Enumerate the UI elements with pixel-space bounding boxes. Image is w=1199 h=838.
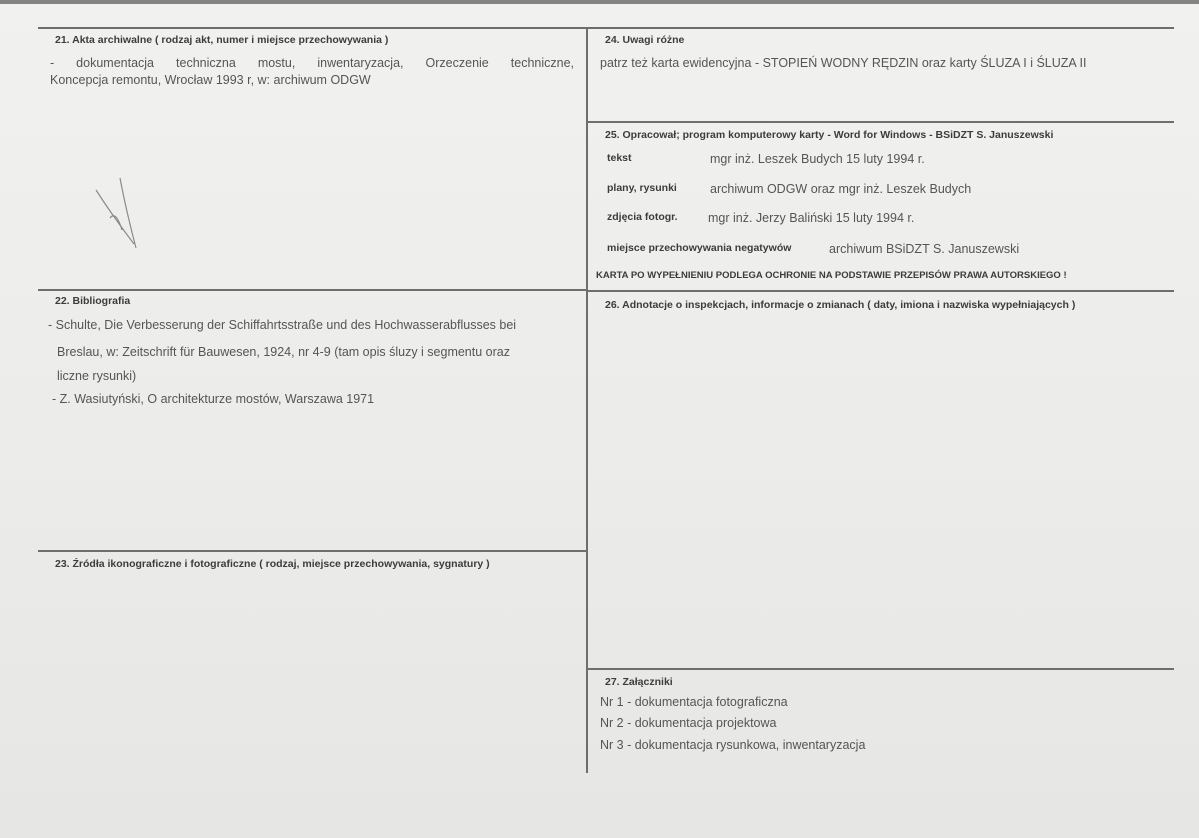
section-24-heading: 24. Uwagi różne bbox=[605, 34, 685, 46]
section-24-line-1: patrz też karta ewidencyjna - STOPIEŃ WODNY RĘDZIN oraz karty ŚLUZA I i ŚLUZA II bbox=[600, 56, 1087, 70]
attachment-item-2: Nr 2 - dokumentacja projektowa bbox=[600, 716, 777, 730]
rule-25-26 bbox=[588, 290, 1174, 292]
section-27-heading: 27. Załączniki bbox=[605, 676, 673, 688]
top-rule bbox=[38, 27, 1174, 29]
section-21-heading: 21. Akta archiwalne ( rodzaj akt, numer i miejsce przechowywania ) bbox=[55, 34, 389, 46]
page-top-edge bbox=[0, 0, 1199, 4]
section-22-line-3: liczne rysunki) bbox=[57, 369, 137, 383]
credit-value-text: mgr inż. Leszek Budych 15 luty 1994 r. bbox=[710, 152, 925, 166]
section-21-line-1: - dokumentacja techniczna mostu, inwentaryzacja, Orzeczenie techniczne, bbox=[50, 56, 574, 70]
section-26-heading: 26. Adnotacje o inspekcjach, informacje o zmianach ( daty, imiona i nazwiska wypełniających ) bbox=[605, 299, 1076, 311]
attachment-item-1: Nr 1 - dokumentacja fotograficzna bbox=[600, 695, 788, 709]
credit-label-plans: plany, rysunki bbox=[607, 182, 677, 194]
section-23-heading: 23. Źródła ikonograficzne i fotograficzne ( rodzaj, miejsce przechowywania, sygnatury ) bbox=[55, 558, 490, 570]
center-divider bbox=[586, 27, 588, 773]
rule-26-27 bbox=[588, 668, 1174, 670]
credit-value-plans: archiwum ODGW oraz mgr inż. Leszek Budych bbox=[710, 182, 972, 196]
section-22-line-4: - Z. Wasiutyński, O architekturze mostów, Warszawa 1971 bbox=[52, 392, 375, 406]
credit-label-text: tekst bbox=[607, 152, 632, 164]
credit-value-negatives: archiwum BSiDZT S. Januszewski bbox=[829, 242, 1020, 256]
credit-label-photos: zdjęcia fotogr. bbox=[607, 211, 678, 223]
pencil-mark bbox=[90, 170, 150, 260]
section-22-heading: 22. Bibliografia bbox=[55, 295, 131, 307]
copyright-notice: KARTA PO WYPEŁNIENIU PODLEGA OCHRONIE NA PODSTAWIE PRZEPISÓW PRAWA AUTORSKIEGO ! bbox=[596, 270, 1067, 281]
rule-22-23 bbox=[38, 550, 588, 552]
rule-21-22 bbox=[38, 289, 588, 291]
section-22-line-2: Breslau, w: Zeitschrift für Bauwesen, 1924, nr 4-9 (tam opis śluzy i segmentu oraz bbox=[57, 345, 510, 359]
section-25-heading: 25. Opracował; program komputerowy karty - Word for Windows - BSiDZT S. Januszewski bbox=[605, 129, 1054, 141]
section-22-line-1: - Schulte, Die Verbesserung der Schiffahrtsstraße und des Hochwasserabflusses bei bbox=[48, 318, 517, 332]
section-21-line-2: Koncepcja remontu, Wrocław 1993 r, w: archiwum ODGW bbox=[50, 73, 371, 87]
rule-24-25 bbox=[588, 121, 1174, 123]
credit-value-photos: mgr inż. Jerzy Baliński 15 luty 1994 r. bbox=[708, 211, 915, 225]
credit-label-negatives: miejsce przechowywania negatywów bbox=[607, 242, 792, 254]
attachment-item-3: Nr 3 - dokumentacja rysunkowa, inwentaryzacja bbox=[600, 738, 866, 752]
